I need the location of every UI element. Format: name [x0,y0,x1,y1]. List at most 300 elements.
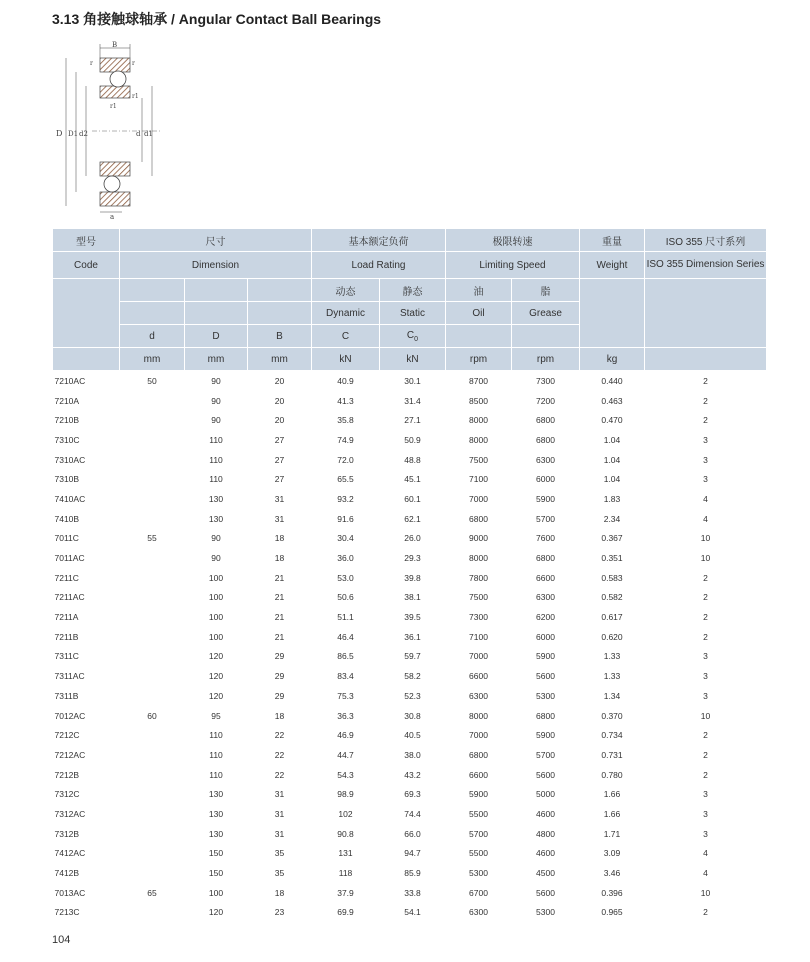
cell-oil-speed: 8000 [469,415,488,426]
cell-grease-speed: 6000 [536,474,555,485]
cell-D: 110 [209,730,223,741]
cell-grease-speed: 6300 [536,592,555,603]
cell-static-load: 85.9 [404,868,421,879]
cell-code: 7310C [54,434,80,445]
cell-grease-speed: 5900 [536,651,555,662]
cell-D: 90 [211,375,221,386]
table-row [53,450,767,470]
header-blank [120,279,185,302]
cell-B: 31 [274,513,285,524]
cell-dynamic-load: 93.2 [337,493,354,504]
cell-grease-speed: 7300 [536,375,555,386]
cell-weight: 1.34 [603,690,621,701]
cell-dynamic-load: 40.9 [337,375,354,386]
cell-D: 90 [211,395,221,406]
cell-iso-series: 3 [703,671,708,682]
cell-D: 100 [208,612,224,623]
label-D1: D1 [68,130,79,138]
cell-dynamic-load: 90.8 [337,828,354,839]
cell-D: 130 [208,828,224,839]
cell-oil-speed: 7000 [469,730,488,741]
label-D: D [56,129,63,138]
cell-oil-speed: 8500 [469,395,488,406]
cell-oil-speed: 8000 [469,710,488,721]
cell-d [120,844,185,864]
table-row [53,607,767,627]
cell-d [120,627,185,647]
header-iso-cn: ISO 355 尺寸系列 [645,229,767,252]
cell-weight: 0.583 [601,572,623,583]
header-iso-en: ISO 355 Dimension Series [645,252,767,279]
cell-static-load: 36.1 [404,631,421,642]
cell-d [120,804,185,824]
cell-weight: 0.470 [601,415,623,426]
bearing-spec-table [52,228,767,922]
cell-B: 18 [274,710,285,721]
cell-dynamic-load: 30.4 [337,533,354,544]
cell-grease-speed: 5700 [536,749,555,760]
table-row [53,647,767,667]
cell-static-load: 38.0 [404,749,421,760]
header-col-B: B [248,325,312,348]
cell-dynamic-load: 91.6 [337,513,354,524]
cell-iso-series: 2 [703,572,708,583]
cell-D: 110 [209,749,223,760]
cell-d: 50 [147,375,157,386]
inner-ring-bottom [100,162,130,176]
label-a: a [110,213,115,220]
cell-oil-speed: 8000 [469,434,488,445]
cell-D: 120 [208,690,224,701]
label-d1: d1 [144,130,153,138]
cell-oil-speed: 8000 [469,553,488,564]
cell-dynamic-load: 118 [338,868,353,879]
cell-B: 22 [274,730,285,741]
cell-static-load: 62.1 [404,513,421,524]
cell-oil-speed: 7000 [469,651,488,662]
cell-grease-speed: 5600 [536,887,555,898]
cell-D: 150 [208,848,224,859]
cell-grease-speed: 5600 [536,671,555,682]
cell-dynamic-load: 41.3 [337,395,354,406]
cell-static-load: 94.7 [404,848,421,859]
cell-d [120,903,185,923]
cell-grease-speed: 6300 [536,454,555,465]
header-dimension-cn: 尺寸 [120,229,312,252]
cell-B: 22 [274,769,285,780]
header-weight-en: Weight [580,252,645,279]
table-row [53,391,767,411]
cell-D: 110 [209,474,223,485]
cell-D: 110 [209,769,223,780]
cell-iso-series: 2 [703,749,708,760]
cell-oil-speed: 6700 [469,887,488,898]
cell-d [120,410,185,430]
cell-static-load: 43.2 [404,769,421,780]
cell-oil-speed: 6800 [469,749,488,760]
cell-weight: 3.46 [603,868,621,879]
cell-static-load: 29.3 [404,553,421,564]
cell-B: 18 [274,533,285,544]
cell-code: 7410AC [54,493,86,504]
cell-static-load: 40.5 [404,730,421,741]
table-row [53,666,767,686]
cell-D: 100 [208,572,224,583]
cell-d [120,647,185,667]
cell-iso-series: 10 [700,887,711,898]
table-row [53,489,767,509]
cell-B: 22 [274,749,285,760]
cell-d [120,430,185,450]
cell-B: 31 [274,828,285,839]
header-oil-cn: 油 [446,279,512,302]
cell-grease-speed: 5900 [536,730,555,741]
cell-code: 7311B [54,690,79,701]
cell-dynamic-load: 35.8 [337,415,354,426]
cell-d [120,391,185,411]
table-row [53,509,767,529]
cell-d [120,666,185,686]
cell-weight: 1.04 [603,474,621,485]
table-row [53,548,767,568]
cell-dynamic-load: 75.3 [337,690,354,701]
cell-d [120,784,185,804]
cell-dynamic-load: 53.0 [337,572,354,583]
table-row [53,804,767,824]
cell-B: 27 [274,434,285,445]
table-row [53,706,767,726]
cell-code: 7410B [54,513,80,524]
cell-code: 7211AC [54,592,85,603]
cell-weight: 0.617 [601,612,623,623]
cell-dynamic-load: 37.9 [337,887,354,898]
header-grease-cn: 脂 [512,279,580,302]
cell-dynamic-load: 69.9 [337,907,354,918]
cell-weight: 0.440 [601,375,623,386]
cell-iso-series: 2 [703,375,708,386]
cell-code: 7312C [54,789,80,800]
cell-grease-speed: 6200 [536,612,555,623]
cell-B: 21 [274,631,285,642]
cell-oil-speed: 5500 [469,848,488,859]
cell-oil-speed: 5500 [469,808,488,819]
cell-static-load: 52.3 [404,690,421,701]
header-dynamic-en: Dynamic [312,302,380,325]
cell-grease-speed: 5000 [536,789,555,800]
cell-B: 20 [274,395,285,406]
cell-weight: 0.396 [601,887,623,898]
cell-code: 7412AC [54,848,86,859]
cell-d [120,863,185,883]
cell-D: 110 [209,454,223,465]
cell-static-load: 69.3 [404,789,421,800]
cell-iso-series: 2 [703,415,708,426]
cell-iso-series: 3 [703,690,708,701]
cell-iso-series: 4 [703,493,708,504]
cell-iso-series: 10 [700,710,711,721]
cell-dynamic-load: 44.7 [337,749,354,760]
cell-weight: 1.33 [603,671,621,682]
ball-top [110,71,126,87]
cell-grease-speed: 6000 [536,631,555,642]
header-blank [185,279,248,302]
cell-oil-speed: 7300 [469,612,488,623]
table-row [53,903,767,923]
cell-D: 90 [211,553,221,564]
cell-oil-speed: 8700 [469,375,488,386]
cell-dynamic-load: 72.0 [337,454,354,465]
cell-static-load: 30.1 [404,375,421,386]
cell-grease-speed: 6600 [536,572,555,583]
outer-ring-top [100,58,130,72]
cell-iso-series: 3 [703,434,708,445]
cell-dynamic-load: 46.9 [337,730,354,741]
cell-static-load: 30.8 [404,710,421,721]
label-r1: r1 [132,93,139,100]
cell-D: 100 [208,592,224,603]
cell-d [120,568,185,588]
cell-oil-speed: 5900 [469,789,488,800]
cell-grease-speed: 4600 [536,848,555,859]
header-unit-oil: rpm [446,348,512,371]
header-unit-grease: rpm [512,348,580,371]
table-row [53,745,767,765]
cell-iso-series: 3 [703,828,708,839]
header-code-en: Code [53,252,120,279]
cell-iso-series: 10 [700,533,711,544]
header-blank [248,302,312,325]
cell-code: 7212B [54,769,80,780]
cell-B: 29 [274,690,285,701]
cell-grease-speed: 4800 [536,828,555,839]
cell-D: 130 [208,789,224,800]
cell-oil-speed: 9000 [469,533,488,544]
cell-static-load: 45.1 [404,474,421,485]
cell-d [120,607,185,627]
cell-iso-series: 4 [703,868,708,879]
cell-B: 29 [274,651,285,662]
cell-B: 27 [274,474,285,485]
header-unit-B: mm [248,348,312,371]
cell-d: 60 [147,710,157,721]
cell-dynamic-load: 36.3 [337,710,354,721]
header-load-cn: 基本额定负荷 [312,229,446,252]
cell-iso-series: 3 [703,651,708,662]
cell-oil-speed: 7500 [469,592,488,603]
header-blank [53,279,120,348]
table-row [53,568,767,588]
cell-oil-speed: 7500 [469,454,488,465]
cell-D: 110 [209,434,223,445]
cell-oil-speed: 6800 [469,513,488,524]
cell-B: 35 [274,848,285,859]
cell-code: 7013AC [54,887,86,898]
cell-B: 35 [274,868,285,879]
cell-grease-speed: 5900 [536,493,555,504]
cell-weight: 0.370 [601,710,623,721]
cell-D: 100 [208,887,224,898]
cell-weight: 1.04 [603,434,621,445]
cell-D: 130 [208,513,224,524]
table-row [53,469,767,489]
cell-D: 120 [208,651,224,662]
header-blank [120,302,185,325]
label-r: r [132,60,135,67]
cell-iso-series: 3 [703,474,708,485]
cell-grease-speed: 7600 [536,533,555,544]
cell-d [120,824,185,844]
table-row [53,725,767,745]
header-dynamic-cn: 动态 [312,279,380,302]
cell-grease-speed: 4500 [536,868,555,879]
table-row [53,784,767,804]
cell-oil-speed: 7100 [469,474,488,485]
cell-code: 7210A [54,395,80,406]
cell-code: 7012AC [54,710,86,721]
cell-D: 95 [211,710,221,721]
cell-grease-speed: 5700 [536,513,555,524]
cell-weight: 0.780 [601,769,623,780]
header-unit-weight: kg [580,348,645,371]
cell-iso-series: 2 [703,395,708,406]
cell-d [120,548,185,568]
cell-B: 21 [274,592,285,603]
cell-code: 7011C [54,533,79,544]
label-d2: d2 [79,130,88,138]
cell-iso-series: 2 [703,612,708,623]
header-oil-en: Oil [446,302,512,325]
header-blank [645,348,767,371]
header-col-C: C [312,325,380,348]
cell-oil-speed: 7000 [469,493,488,504]
cell-d [120,489,185,509]
cell-code: 7311C [54,651,79,662]
cell-dynamic-load: 131 [338,848,353,859]
cell-d [120,686,185,706]
cell-code: 7211A [54,612,79,623]
cell-weight: 0.734 [601,730,623,741]
cell-grease-speed: 5600 [536,769,555,780]
cell-static-load: 48.8 [404,454,421,465]
cell-dynamic-load: 51.1 [337,612,354,623]
header-col-C0-sub: 0 [414,335,419,343]
cell-iso-series: 2 [703,631,708,642]
header-dimension-en: Dimension [120,252,312,279]
ball-bottom [104,176,120,192]
cell-dynamic-load: 36.0 [337,553,354,564]
header-grease-en: Grease [512,302,580,325]
cell-B: 20 [274,375,285,386]
cell-code: 7412B [54,868,80,879]
bearing-cross-section-diagram [52,38,162,220]
cell-grease-speed: 6800 [536,434,555,445]
cell-D: 130 [208,808,224,819]
cell-D: 150 [208,868,224,879]
cell-static-load: 50.9 [404,434,421,445]
cell-static-load: 66.0 [404,828,421,839]
cell-iso-series: 2 [703,769,708,780]
table-row [53,863,767,883]
table-row [53,883,767,903]
cell-grease-speed: 6800 [536,415,555,426]
cell-B: 29 [274,671,285,682]
cell-static-load: 54.1 [404,907,421,918]
cell-grease-speed: 5300 [536,907,555,918]
cell-dynamic-load: 98.9 [337,789,354,800]
cell-weight: 3.09 [603,848,621,859]
cell-code: 7210AC [54,375,86,386]
cell-D: 130 [208,493,224,504]
cell-weight: 1.71 [603,828,621,839]
cell-code: 7213C [54,907,80,918]
table-row [53,588,767,608]
page-title: 3.13 角接触球轴承 / Angular Contact Ball Bearings [52,11,382,27]
table-row [53,686,767,706]
cell-weight: 1.66 [603,789,621,800]
cell-oil-speed: 5700 [469,828,488,839]
table-body [53,371,767,923]
cell-static-load: 39.5 [404,612,421,623]
cell-B: 21 [274,612,285,623]
cell-weight: 1.83 [603,493,621,504]
table-row [53,529,767,549]
table-row [53,430,767,450]
header-static-cn: 静态 [380,279,446,302]
cell-code: 7310B [54,474,80,485]
cell-weight: 0.463 [601,395,623,406]
header-unit-D: mm [185,348,248,371]
cell-code: 7312AC [54,808,86,819]
cell-d [120,765,185,785]
table-row [53,627,767,647]
header-blank [185,302,248,325]
table-header [53,229,767,371]
cell-D: 120 [208,671,224,682]
header-speed-en: Limiting Speed [446,252,580,279]
header-blank [446,325,512,348]
cell-dynamic-load: 74.9 [337,434,354,445]
header-unit-C: kN [312,348,380,371]
cell-static-load: 74.4 [404,808,421,819]
cell-B: 31 [274,493,285,504]
cell-dynamic-load: 54.3 [337,769,354,780]
cell-weight: 0.367 [601,533,623,544]
cell-grease-speed: 6800 [536,710,555,721]
cell-d [120,509,185,529]
header-speed-cn: 极限转速 [446,229,580,252]
table-row [53,844,767,864]
cell-dynamic-load: 86.5 [337,651,354,662]
cell-grease-speed: 4600 [536,808,555,819]
cell-dynamic-load: 46.4 [337,631,354,642]
cell-iso-series: 4 [703,513,708,524]
cell-weight: 0.965 [601,907,623,918]
cell-code: 7212AC [54,749,86,760]
header-blank [53,348,120,371]
cell-iso-series: 4 [703,848,708,859]
label-r1: r1 [110,103,117,110]
cell-B: 21 [274,572,285,583]
cell-D: 90 [211,415,221,426]
cell-d: 55 [147,533,157,544]
header-col-D: D [185,325,248,348]
cell-oil-speed: 7100 [469,631,488,642]
cell-B: 18 [274,553,285,564]
cell-code: 7211C [54,572,79,583]
cell-static-load: 59.7 [404,651,421,662]
cell-iso-series: 3 [703,808,708,819]
header-col-d: d [120,325,185,348]
